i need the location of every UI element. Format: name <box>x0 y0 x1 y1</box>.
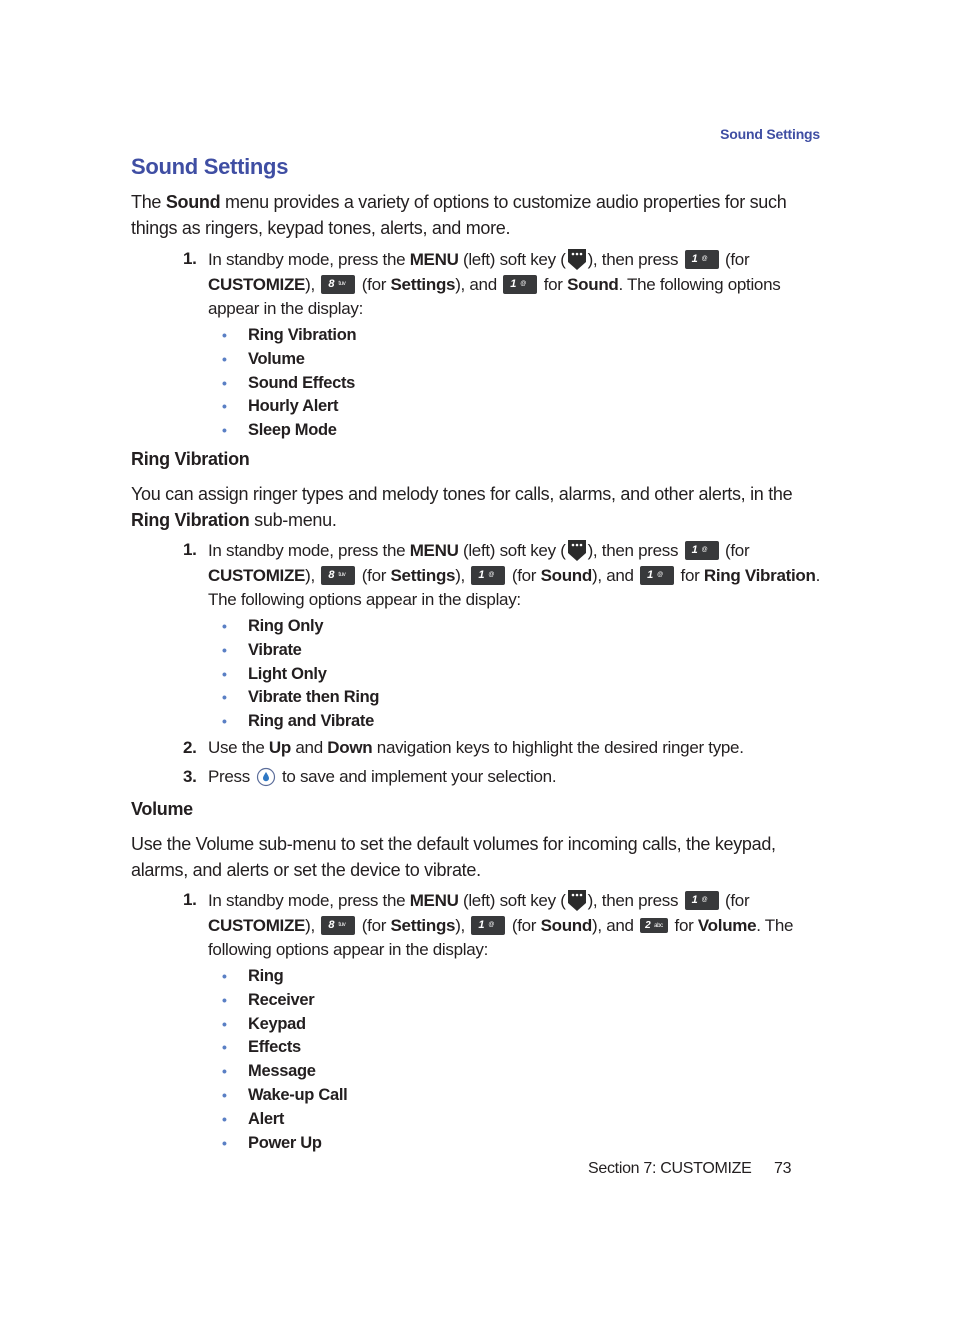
volume-description: Use the Volume sub-menu to set the default volumes for incoming calls, the keypad, alarms, and alerts or set the device to vibrate. <box>131 834 776 880</box>
key-2-icon: 2 abc <box>640 918 668 933</box>
running-header: Sound Settings <box>720 126 820 142</box>
list-item: • Light Only <box>222 664 327 683</box>
volume-heading: Volume <box>131 799 193 819</box>
ring-vibration-description: You can assign ringer types and melody tones for calls, alarms, and other alerts, in the Ring Vibration sub-menu. <box>131 484 793 530</box>
list-item: • Ring and Vibrate <box>222 712 374 731</box>
list-item: • Alert <box>222 1109 285 1128</box>
list-item: • Keypad <box>222 1014 306 1033</box>
key-1-icon: 1 @ <box>640 566 674 585</box>
list-item: • Ring Vibration <box>222 326 357 344</box>
list-item: • Effects <box>222 1038 301 1057</box>
key-1-icon: 1 @ <box>471 566 505 585</box>
page-title: Sound Settings <box>131 154 289 179</box>
ring-vibration-heading: Ring Vibration <box>131 449 250 469</box>
intro-paragraph: The Sound menu provides a variety of options to customize audio properties for such things as ringers, keypad tones, alerts, and more. <box>131 192 787 238</box>
list-item: • Power Up <box>222 1133 322 1152</box>
list-item: • Receiver <box>222 990 315 1009</box>
menu-soft-key-icon <box>567 538 587 562</box>
list-item: • Hourly Alert <box>222 397 339 416</box>
sound-menu-list <box>222 324 356 443</box>
ring-vibration-step-3: 3. Press to save and implement your selection. <box>183 767 557 786</box>
list-item: • Wake-up Call <box>222 1085 348 1104</box>
ring-vibration-step-1: 1. In standby mode, press the MENU (left) soft key ( ), then press 1 @ (for CUSTOMIZE), 8 tuv (for Settings), 1 @ (for Sound), and 1 @ for Ring Vibration. The following options appear in the display: <box>183 540 820 609</box>
list-item: • Volume <box>222 349 305 368</box>
footer-page-number: 73 <box>774 1160 792 1177</box>
ok-key-icon <box>256 767 276 787</box>
menu-soft-key-icon <box>567 247 587 271</box>
list-item: • Vibrate <box>222 640 302 659</box>
key-1-icon: 1 @ <box>685 541 719 560</box>
ring-vibration-options-list <box>222 615 379 734</box>
key-8-icon: 8 tuv <box>321 566 355 585</box>
list-item: • Ring <box>222 967 284 985</box>
list-item: • Vibrate then Ring <box>222 688 380 707</box>
sound-step-1: 1. In standby mode, press the MENU (left) soft key ( ), then press 1 @ (for CUSTOMIZE), 8 tuv (for Settings), and 1 @ for Sound. The following options appear in the display: <box>183 249 781 318</box>
key-1-icon: 1 @ <box>471 916 505 935</box>
key-1-icon: 1 @ <box>685 891 719 910</box>
ring-vibration-step-2: 2. Use the Up and Down navigation keys to highlight the desired ringer type. <box>183 738 744 757</box>
key-8-icon: 8 tuv <box>321 275 355 294</box>
footer-section: Section 7: CUSTOMIZE <box>588 1160 752 1177</box>
key-1-icon: 1 @ <box>503 275 537 294</box>
key-1-icon: 1 @ <box>685 250 719 269</box>
menu-soft-key-icon <box>567 888 587 912</box>
list-item: • Sound Effects <box>222 373 356 392</box>
list-item: • Message <box>222 1062 316 1081</box>
volume-options-list <box>222 965 347 1155</box>
list-item: • Sleep Mode <box>222 421 337 440</box>
list-item: • Ring Only <box>222 617 324 635</box>
volume-step-1: 1. In standby mode, press the MENU (left) soft key ( ), then press 1 @ (for CUSTOMIZE), 8 tuv (for Settings), 1 @ (for Sound), and 2 abc for Volume. The following options appear in the display: <box>183 890 794 959</box>
key-8-icon: 8 tuv <box>321 916 355 935</box>
